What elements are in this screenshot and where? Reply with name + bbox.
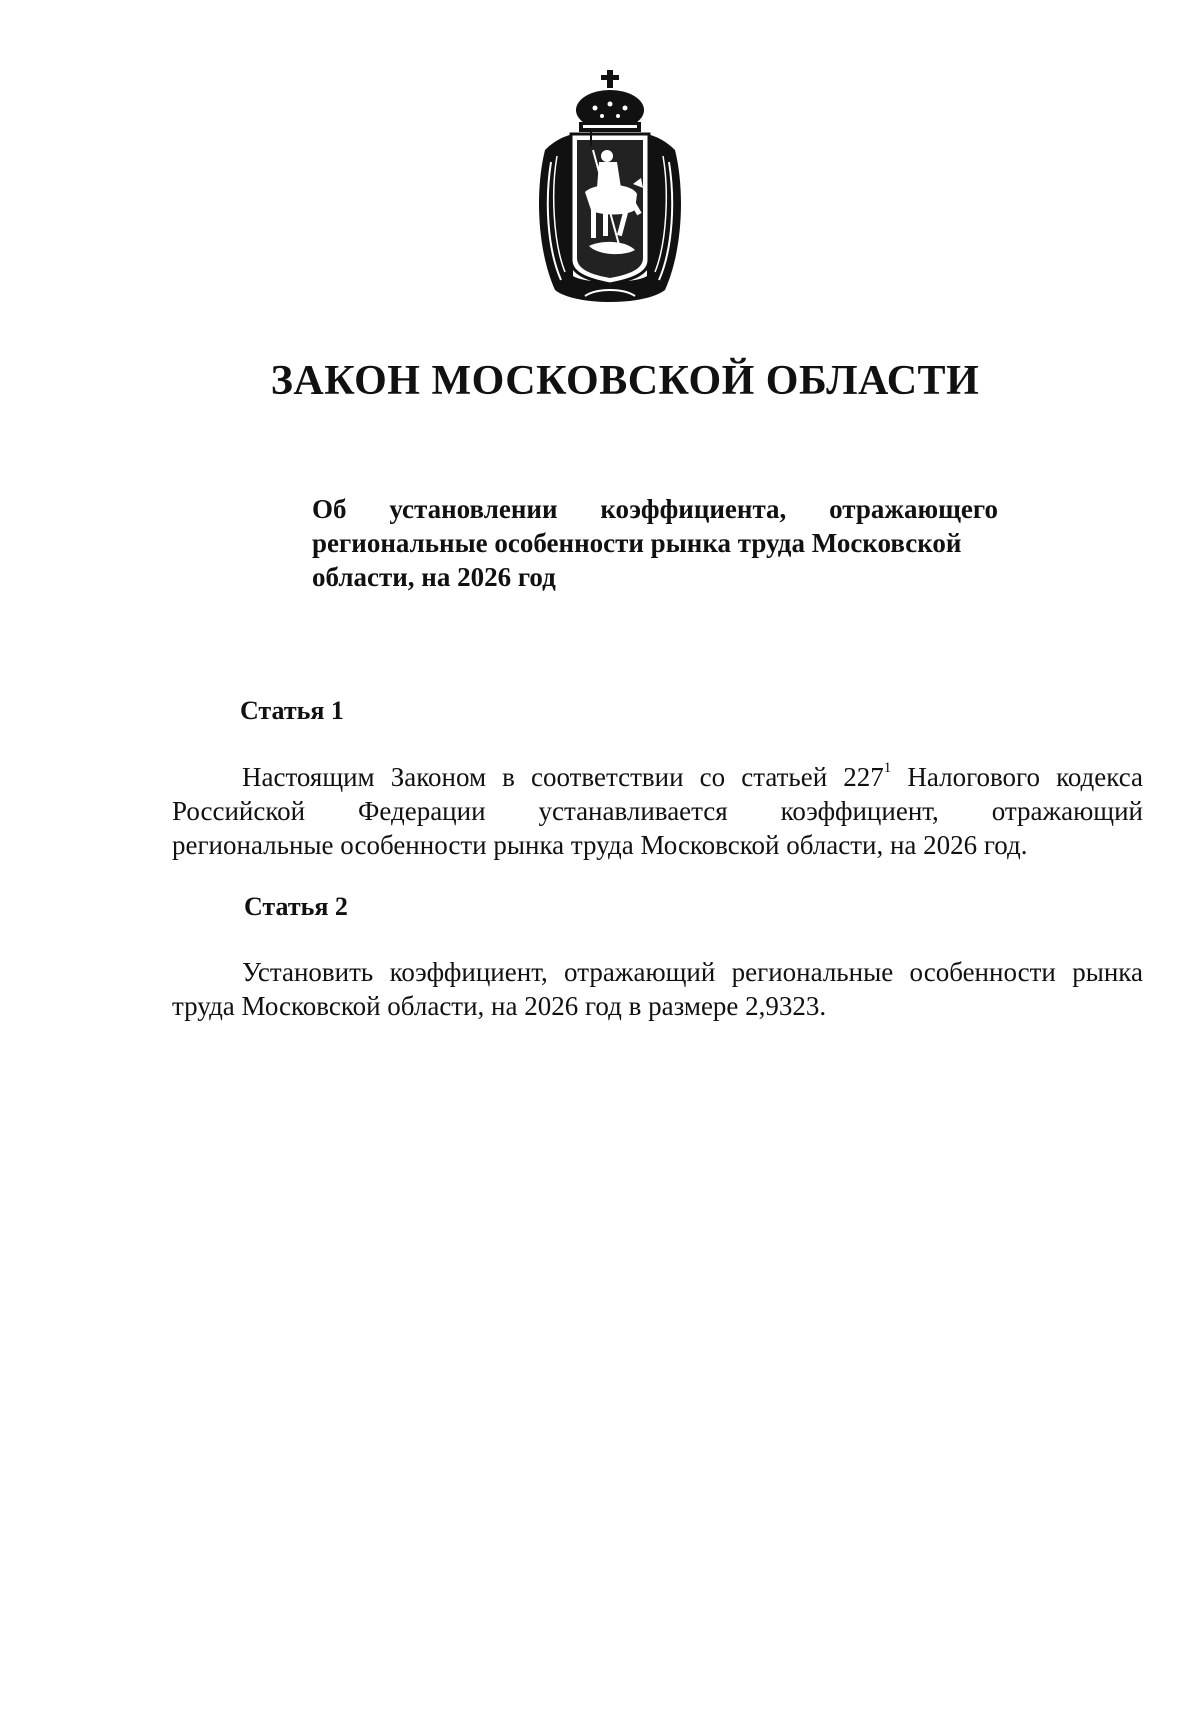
- article-line: региональные особенности рынка труда Московской области, на 2026 год.: [172, 830, 1028, 860]
- article-line: [172, 755, 1143, 794]
- moscow-oblast-coat-of-arms-icon: [535, 70, 685, 308]
- article-1-text: [172, 755, 1143, 862]
- subject-line: Об установлении коэффициента, отражающего: [312, 494, 998, 524]
- article-1-title: Статья 1: [240, 696, 344, 725]
- superscript: 1: [883, 760, 892, 776]
- article-line-part: Настоящим Законом в соответствии со статьей 227: [242, 762, 884, 792]
- article-line-part: Налогового кодекса: [891, 762, 1144, 792]
- article-2-title: Статья 2: [244, 892, 348, 921]
- subject-line: области, на 2026 год: [312, 562, 556, 592]
- article-line: труда Московской области, на 2026 год в размере 2,9323.: [172, 991, 827, 1021]
- subject-line: региональные особенности рынка труда Московской: [312, 528, 962, 558]
- article-line: Установить коэффициент, отражающий региональные особенности рынка: [242, 957, 1143, 987]
- article-line: Российской Федерации устанавливается коэффициент, отражающий: [172, 796, 1143, 826]
- document-title: ЗАКОН МОСКОВСКОЙ ОБЛАСТИ: [270, 358, 980, 404]
- article-2-text: [172, 955, 1143, 1023]
- law-subject: [312, 492, 998, 594]
